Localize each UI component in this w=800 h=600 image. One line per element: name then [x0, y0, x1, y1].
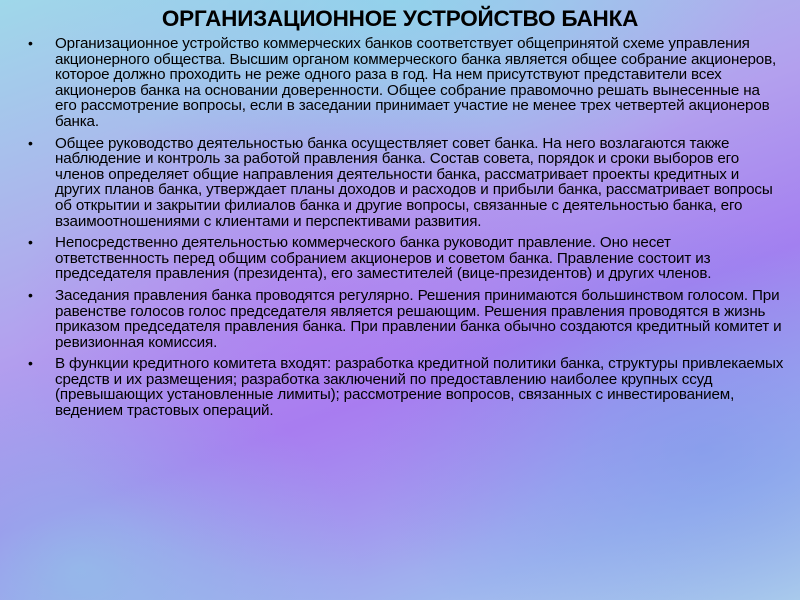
- slide-title: ОРГАНИЗАЦИОННОЕ УСТРОЙСТВО БАНКА: [161, 6, 639, 31]
- list-item-text: Заседания правления банка проводятся регулярно. Решения принимаются большинством голосом. При равенстве голосов голос председателя является решающим. Решения правления проводятся в жизнь приказом председателя правления банка. При правлении банка обычно создаются кредитный комитет и ревизионная комиссия.: [55, 286, 782, 351]
- bullet-icon: •: [28, 234, 33, 251]
- list-item-bank-council: [0, 136, 800, 230]
- list-item-text: Общее руководство деятельностью банка осуществляет совет банка. На него возлагаются также наблюдение и контроль за работой правления банка. Состав совета, порядок и сроки выборов его членов определяет общие направления деятельности банка, рассматривает проекты кредитных и других планов банка, утверждает планы доходов и расходов и прибыли банка, рассматривает вопросы об открытии и закрытии филиалов банка и другие вопросы, связанные с деятельностью банка, его взаимоотношениями с клиентами и перспективами развития.: [55, 134, 773, 230]
- list-item-text: Организационное устройство коммерческих банков соответствует общепринятой схеме управления акционерного общества. Высшим органом коммерческого банка является общее собрание акционеров, которое должно проходить не реже одного раза в год. На нем присутствуют представители всех акционеров банка на основании доверенности. Общее собрание правомочно решать вынесенные на его рассмотрение вопросы, если в заседании принимает участие не менее трех четвертей акционеров банка.: [55, 35, 777, 130]
- bullet-icon: •: [28, 286, 33, 303]
- bullet-list: [0, 36, 800, 425]
- list-item-board: [0, 235, 800, 282]
- list-item-text: Непосредственно деятельностью коммерческого банка руководит правление. Оно несет ответственность перед общим собранием акционеров и советом банка. Правление состоит из председателя правления (президента), его заместителей (вице-президентов) и других членов.: [55, 234, 712, 283]
- bullet-icon: •: [28, 35, 33, 51]
- list-item-credit-committee: [0, 356, 800, 418]
- list-item-text: В функции кредитного комитета входят: разработка кредитной политики банка, структуры привлекаемых средств и их размещения; разработка заключений по предоставлению наиболее крупных ссуд (превышающих установленные лимиты); рассмотрение вопросов, связанных с инвестированием, ведением трастовых операций.: [55, 355, 784, 420]
- list-item-board-meetings: [0, 288, 800, 350]
- bullet-icon: •: [28, 134, 33, 151]
- bullet-icon: •: [28, 355, 33, 372]
- list-item-general-meeting: [0, 36, 800, 130]
